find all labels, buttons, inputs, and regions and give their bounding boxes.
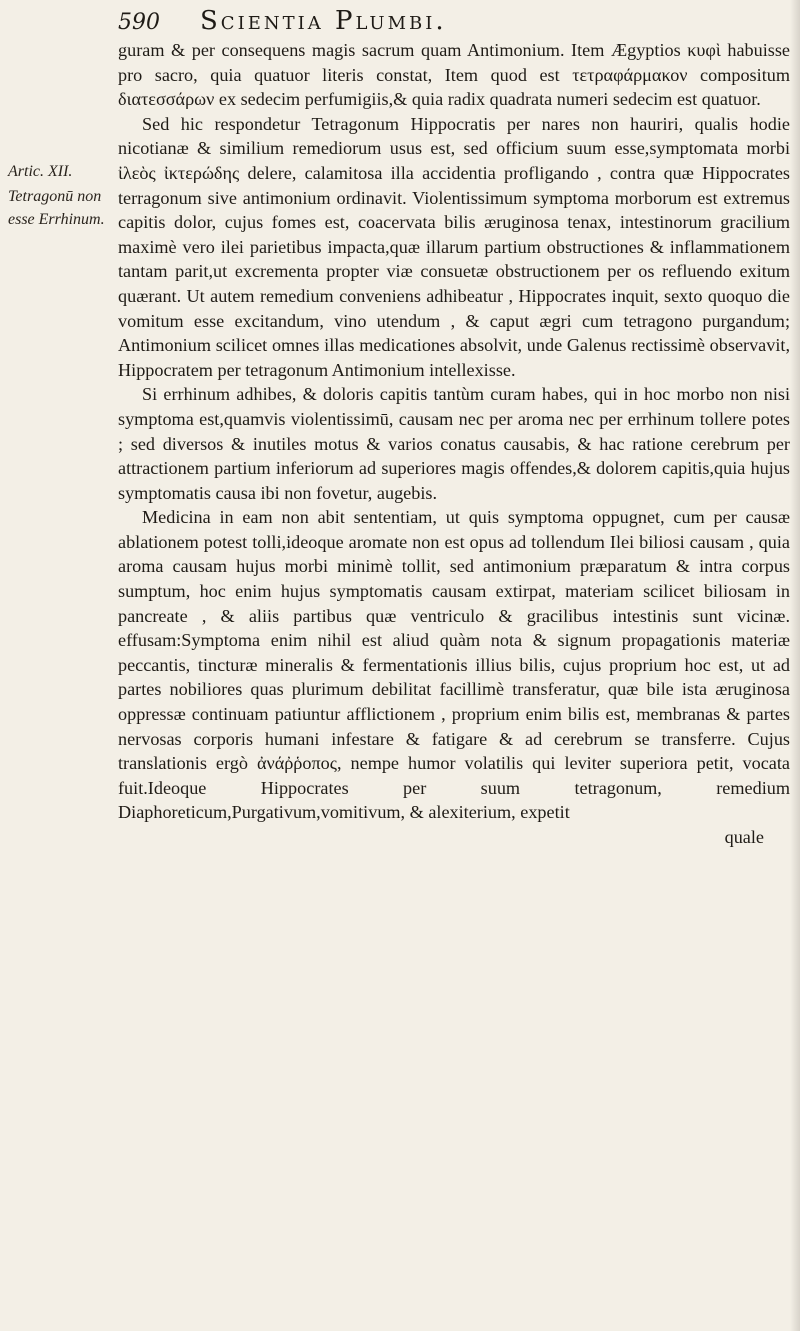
paragraph: Si errhinum adhibes, & doloris capitis tantùm curam habes, qui in hoc morbo non nisi symptoma est,quamvis violentissimū, causam nec per aroma nec per errhinum tollere potes ; sed diversos & inutiles motus & varios conatus causabis, & hac ratione cerebrum per attractionem partium inferiorum ad superiores magis offendes,& dolorem capitis,quia hujus symptomatis causa ibi non fovetur, augebis. bbox=[118, 384, 790, 503]
margin-note-tetragonum: Tetragonū non esse Errhinum. bbox=[8, 188, 105, 228]
paragraph: Sed hic respondetur Tetragonum Hippocratis per nares non hauriri, qualis hodie nicotianæ & similium remediorum usus est, sed officium suum esse,symptomata morbi ἰλεὸς ἰκτερώδης delere, calamitosa illa accidentia profligando , contra quæ Hippocrates terragonum sive antimonium ordinavit. Violentissimum symptoma morborum est extremus capitis dolor, cujus fomes est, coacervata bilis æruginosa tenax, intestinorum gracilium maximè vero ilei parietibus impacta,quæ illarum partium obstructiones & inflammationem tantam parit,ut excrementa propter viæ consuetæ obstructionem per os refluendo exitum quærant. Ut autem remedium conveniens adhibeatur , Hippocrates inquit, sexto quoquo die vomitum esse excitandum, vino utendum , & caput ægri cum tetragono purgandum; Antimonium scilicet omnes illas medicationes absolvit, unde Galenus rectissimè observavit, Hippocratem per tetragonum Antimonium intellexisse. bbox=[118, 113, 790, 380]
page-number: 590 bbox=[118, 10, 160, 35]
catchword: quale bbox=[724, 827, 764, 847]
paragraph: guram & per consequens magis sacrum quam Antimonium. Item Ægyptios κυφὶ habuisse pro sacro, quia quatuor literis constat, Item quod est τετραφάρμακον compositum διατεσσάρων ex sedecim perfumigiis,& quia radix quadrata numeri sedecim est quatuor. bbox=[118, 40, 790, 110]
running-head bbox=[118, 6, 760, 38]
body-text bbox=[118, 38, 790, 850]
running-title: Scientia Plumbi. bbox=[200, 6, 447, 36]
paragraph: Medicina in eam non abit sententiam, ut quis symptoma oppugnet, cum per causæ ablationem potest tolli,ideoque aromate non est opus ad tollendum Ilei biliosi causam , quia aroma causam hujus morbi minimè tollit, sed antimonium præparatum & intra corpus sumptum, hoc enim hujus symptomatis causam extirpat, materiam scilicet biliosam in pancreate , & aliis partibus quæ ventriculo & gracilibus intestinis sunt vicinæ. effusam:Symptoma enim nihil est aliud quàm nota & signum propagationis materiæ peccantis, tincturæ mineralis & fermentationis illius bilis, cujus proprium hoc est, ut ad partes nobiliores quas plurimum debilitat facillimè transferatur, quæ bile ista æruginosa oppressæ continuam patiuntur afflictionem , proprium enim bilis est, membranas & partes nervosas corporis humani infestare & fatigare & ad cerebrum se transferre. Cujus translationis ergò ἀνάῤῥοπος, nempe humor volatilis qui leviter superiora petit, vocata fuit.Ideoque Hippocrates per suum tetragonum, remedium Diaphoreticum,Purgativum,vomitivum, & alexiterium, expetit bbox=[118, 507, 790, 823]
margin-note-article: Artic. XII. bbox=[8, 163, 73, 180]
page-edge-shadow bbox=[790, 0, 800, 1331]
